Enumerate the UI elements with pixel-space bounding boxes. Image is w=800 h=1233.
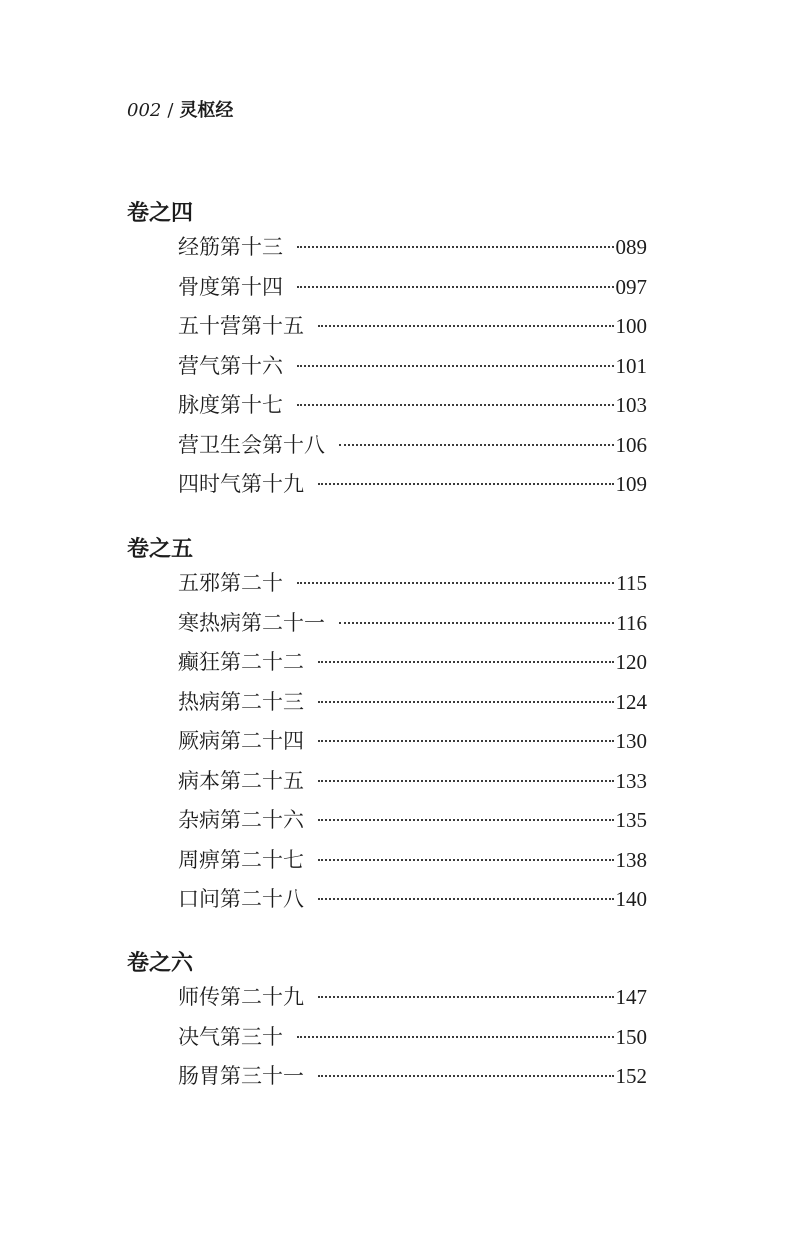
entry-page-number: 147 [615, 985, 647, 1009]
toc-list [127, 228, 647, 505]
volume-section-5 [127, 534, 647, 920]
toc-entry[interactable] [127, 307, 647, 347]
entry-page-number: 101 [615, 353, 647, 378]
entry-title: 经筋第十三 [178, 235, 283, 259]
dot-leader [318, 819, 614, 821]
toc-list [127, 978, 647, 1097]
entry-page-number: 089 [615, 235, 647, 259]
toc-entry[interactable] [127, 880, 647, 920]
entry-title: 杂病第二十六 [178, 808, 304, 832]
page-number: 002 [127, 100, 162, 121]
entry-page-number: 130 [615, 729, 647, 753]
volume-title: 卷之五 [127, 536, 194, 562]
toc-entry[interactable] [127, 604, 647, 644]
entry-page-number: 120 [615, 650, 647, 674]
dot-leader [339, 622, 614, 624]
entry-title: 寒热病第二十一 [178, 610, 325, 635]
dot-leader [318, 661, 614, 663]
dot-leader [318, 1075, 614, 1077]
toc-entry[interactable] [127, 386, 647, 426]
entry-title: 厥病第二十四 [178, 729, 304, 753]
volume-title: 卷之六 [127, 950, 194, 976]
entry-page-number: 116 [616, 610, 647, 635]
entry-title: 口问第二十八 [178, 887, 304, 911]
dot-leader [339, 444, 614, 446]
dot-leader [318, 701, 614, 703]
entry-page-number: 103 [615, 393, 647, 417]
dot-leader [318, 996, 614, 998]
entry-title: 病本第二十五 [178, 768, 304, 793]
entry-title: 五邪第二十 [178, 571, 283, 595]
entry-page-number: 150 [615, 1024, 647, 1049]
toc-entry[interactable] [127, 762, 647, 802]
dot-leader [297, 582, 614, 584]
toc-entry[interactable] [127, 1018, 647, 1058]
dot-leader [318, 780, 614, 782]
entry-title: 决气第三十 [178, 1024, 283, 1049]
entry-title: 四时气第十九 [178, 472, 304, 496]
header-separator: / [167, 100, 174, 121]
dot-leader [318, 325, 614, 327]
toc-entry[interactable] [127, 347, 647, 387]
entry-page-number: 100 [615, 314, 647, 338]
entry-page-number: 135 [615, 808, 647, 832]
entry-title: 营气第十六 [178, 353, 283, 378]
volume-section-4 [127, 198, 647, 505]
dot-leader [297, 365, 614, 367]
toc-entry[interactable] [127, 683, 647, 723]
entry-page-number: 115 [616, 571, 647, 595]
entry-page-number: 124 [615, 689, 647, 714]
entry-title: 五十营第十五 [178, 314, 304, 338]
dot-leader [297, 1036, 614, 1038]
dot-leader [318, 859, 614, 861]
entry-page-number: 106 [615, 432, 647, 457]
entry-page-number: 140 [615, 887, 647, 911]
entry-title: 热病第二十三 [178, 689, 304, 714]
toc-entry[interactable] [127, 564, 647, 604]
running-header [127, 99, 233, 123]
toc-entry[interactable] [127, 1057, 647, 1097]
dot-leader [318, 483, 614, 485]
entry-title: 骨度第十四 [178, 274, 283, 299]
toc-list [127, 564, 647, 920]
entry-page-number: 138 [615, 847, 647, 872]
toc-entry[interactable] [127, 841, 647, 881]
entry-title: 周痹第二十七 [178, 847, 304, 872]
dot-leader [318, 740, 614, 742]
dot-leader [297, 404, 614, 406]
entry-title: 营卫生会第十八 [178, 432, 325, 457]
entry-title: 师传第二十九 [178, 985, 304, 1009]
toc-entry[interactable] [127, 426, 647, 466]
entry-title: 脉度第十七 [178, 393, 283, 417]
book-title: 灵枢经 [179, 100, 234, 121]
toc-entry[interactable] [127, 722, 647, 762]
volume-section-6 [127, 948, 647, 1097]
toc-entry[interactable] [127, 801, 647, 841]
volume-title: 卷之四 [127, 200, 194, 226]
toc-entry[interactable] [127, 978, 647, 1018]
entry-title: 肠胃第三十一 [178, 1064, 304, 1088]
toc-entry[interactable] [127, 465, 647, 505]
entry-title: 癫狂第二十二 [178, 650, 304, 674]
toc-entry[interactable] [127, 643, 647, 683]
entry-page-number: 109 [615, 472, 647, 496]
entry-page-number: 152 [615, 1064, 647, 1088]
dot-leader [297, 246, 614, 248]
toc-entry[interactable] [127, 268, 647, 308]
entry-page-number: 133 [615, 768, 647, 793]
dot-leader [297, 286, 614, 288]
toc-entry[interactable] [127, 228, 647, 268]
entry-page-number: 097 [615, 274, 647, 299]
dot-leader [318, 898, 614, 900]
